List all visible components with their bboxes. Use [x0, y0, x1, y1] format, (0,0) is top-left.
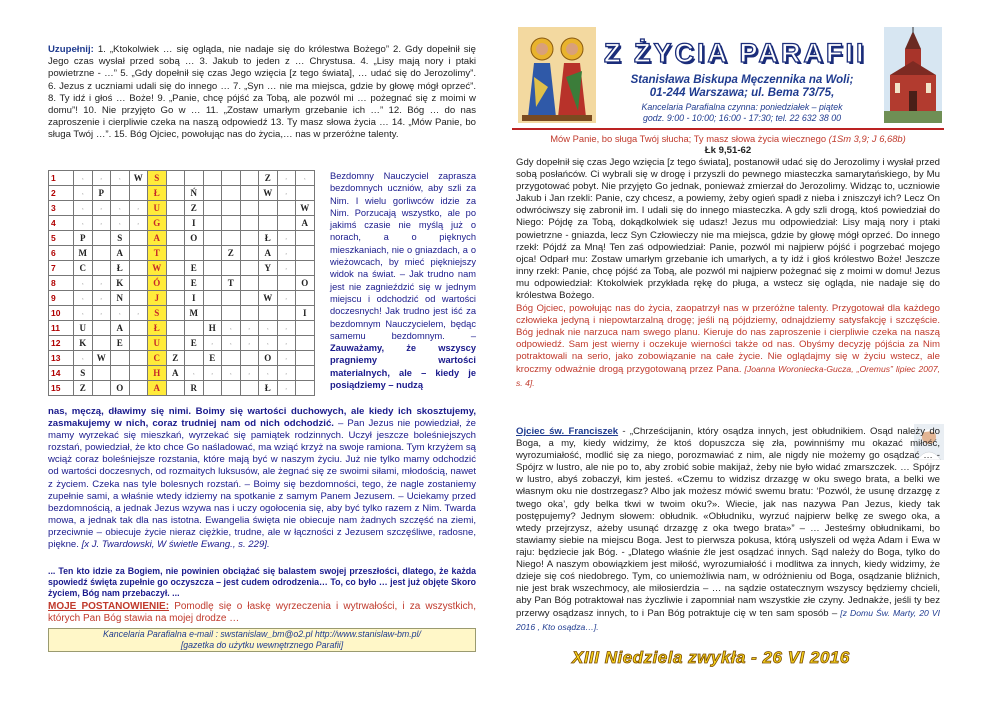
- francis-label: Ojciec św. Franciszek: [516, 426, 619, 437]
- crossword-key-cell: U: [148, 201, 167, 216]
- crossword-cell: ₓ: [259, 321, 278, 336]
- crossword-cell: [222, 381, 241, 396]
- crossword-key-cell: Ó: [148, 276, 167, 291]
- crossword-cell: [296, 186, 315, 201]
- crossword-cell: [203, 381, 222, 396]
- crossword-cell: [240, 351, 259, 366]
- crossword-cell: W: [259, 291, 278, 306]
- meditation-text: [48, 406, 476, 551]
- crossword-cell: ₓ: [277, 321, 296, 336]
- francis-text: - „Chrześcijanin, który osądza innych, jest obłudnikiem. Osąd należy do Boga, a my, kiedy widzimy, że ktoś dopuszcza się zła, powinniśmy mu okazać miłość, wyrozumiałość, modlić się za niego, porozmawiać z nim, ale nigdy nie możemy go osądzać … - Spójrz w lustro, ale nie po to, aby zrobić sobie makijaż, żeby nie było widać zmarszczek. … Spójrz w lustro, abyś zobaczył, kim jesteś. «Czemu to widzisz drzazgę w oku swego brata, a belki we własnym oku nie dostrzegasz? Albo jak możesz mówić swemu bratu: ‘Pozwól, że usunę drzazgę z twego oka’, gdy belka tkwi w twoim oku?». Wiecie, jak nas nazywa Pan Jezus, kiedy tak postępujemy? Jednym słowem: obłudnik. «Obłudniku, wyrzuć najpierw belkę ze swego oka, a wtedy przejrzysz, ażeby usunąć drzazgę z oka twego brata»” – … Jesteśmy obłudnikami, bo stawiamy siebie na miejscu Boga. Jest to pierwsza pokusa, którą usłyszeli od węża Adam i Ewa w raju: będziecie jak Bóg. - „Dlatego właśnie źle jest osądzać innych. Sąd należy do Boga, tylko do Niego! A naszym obowiązkiem jest miłość, wyrozumiałość i modlitwa za innych, kiedy widzimy, że dzieje się coś niedobrego. Tym, co uniemożliwia nam, w odróżnieniu od Boga, osądzanie bliźnich, nie jest brak wszechmocy, ale miłosierdzia – … na sądzie ostatecznym wszyscy będziemy chcieli, aby Pan Bóg potraktował nas życzliwie i zapomniał nam wszystkie złe czyny. Jednakże, jeśli ty bez przerwy osądzasz innych, to i Pan Bóg potraktuje cię w ten sam sposób –: [516, 426, 940, 620]
- crossword-cell: [203, 186, 222, 201]
- crossword-cell: [259, 201, 278, 216]
- crossword-cell: T: [222, 276, 241, 291]
- crossword-cell: ₓ: [92, 216, 111, 231]
- crossword-cell: A: [296, 216, 315, 231]
- crossword-cell: ₓ: [296, 171, 315, 186]
- crossword-cell: ₓ: [277, 336, 296, 351]
- saints-peter-paul-image: [518, 27, 596, 123]
- crossword-cell: [259, 306, 278, 321]
- crossword-cell: [92, 321, 111, 336]
- crossword-row-number: 6: [49, 246, 74, 261]
- crossword-row-number: 7: [49, 261, 74, 276]
- crossword-key-cell: A: [148, 231, 167, 246]
- gospel-motto: [516, 133, 940, 145]
- side-bold-text: Zauważamy, że wszyscy pragniemy wartości materialnych, ale – kiedy je posiądziemy – nudzą: [330, 343, 476, 391]
- crossword-cell: R: [185, 381, 204, 396]
- crossword-cell: K: [74, 336, 93, 351]
- resolution: [48, 601, 476, 626]
- crossword-cell: [240, 201, 259, 216]
- crossword-cell: [166, 381, 185, 396]
- crossword-cell: [296, 231, 315, 246]
- crossword-cell: ₓ: [92, 171, 111, 186]
- confession-quote-text: ... Ten kto idzie za Bogiem, nie powinien obciążać się balastem swojej przeszłości, dlatego, że każda spowiedź święta zupełnie go oczyszcza – jest cudem odrodzenia… To, co było … jest już objęte Skoro życiem, Bóg nam przebaczył. ...: [48, 566, 476, 599]
- crossword-cell: W: [92, 351, 111, 366]
- crossword-cell: [129, 336, 148, 351]
- crossword-cell: I: [185, 291, 204, 306]
- side-plain-text: Bezdomny Nauczyciel zaprasza bezdomnych uczniów, aby szli za Nim. I wielu gorliwców idzie za Nim. Porzucają wszystko, ale po jakimś czasie nie myślą już o norach, a o pięknych mieszkaniach, nie o gniazdach, a o wieżowcach, by mieć piękniejszy widok na świat. – Jak trudno nam jest nie zagnieździć się w jednym miejscu i odchodzić od wartości doczesnych! Jak trudno jest iść za bezdomnym Nauczycielem, będąc samemu bezdomnym. –: [330, 171, 476, 341]
- crossword-cell: [259, 276, 278, 291]
- resolution-label: MOJE POSTANOWIENIE:: [48, 601, 170, 612]
- crossword-row: [49, 231, 315, 246]
- footer-contact[interactable]: Kancelaria Parafialna e-mail : swstanislaw_bm@o2.pl http://www.stanislaw-bm.pl/: [103, 629, 421, 639]
- crossword-cell: ₓ: [203, 336, 222, 351]
- reflection-text: Bóg Ojciec, powołując nas do życia, zaopatrzył nas w przeróżne talenty. Przygotował dla każdego człowieka jedyną i niepowtarzalną drogę; jeśli ną pójdziemy, odnajdziemy satysfakcję i szczęście. Bóg jednak nie narzuca nam swego planu. Kieruje do nas zaproszenie i cierpliwie czeka na naszą odpowiedź. Sam jest wierny i oczekuje wierności także od nas. Obyśmy decyzję pójścia za Nim potraktowali na serio, jako zobowiązanie na całe życie. Nie oglądajmy się w życiu wstecz, ale kroczmy odważnie drogą przygotowaną przez Pana.: [516, 303, 940, 376]
- gospel-reference: Łk 9,51-62: [704, 145, 752, 156]
- crossword-cell: [296, 351, 315, 366]
- crossword-cell: ₓ: [111, 306, 130, 321]
- crossword-row-number: 1: [49, 171, 74, 186]
- crossword-cell: ₓ: [259, 366, 278, 381]
- crossword-cell: ₓ: [74, 216, 93, 231]
- crossword-row-number: 8: [49, 276, 74, 291]
- crossword-cell: ₓ: [74, 276, 93, 291]
- crossword-row-number: 5: [49, 231, 74, 246]
- office-hours: godz. 9:00 - 10:00; 16:00 - 17:30; tel. 22 632 38 00: [642, 113, 842, 123]
- crossword-cell: [92, 336, 111, 351]
- crossword-cell: ₓ: [185, 366, 204, 381]
- crossword-cell: [203, 306, 222, 321]
- crossword-cell: [166, 336, 185, 351]
- reflection: [516, 303, 940, 390]
- crossword-cell: I: [296, 306, 315, 321]
- crossword-cell: [185, 321, 204, 336]
- sunday-banner: XIII Niedziela zwykła - 26 VI 2016: [572, 648, 850, 667]
- crossword-row: [49, 246, 315, 261]
- reflection-citation: [Joanna Woroniecka-Gucza, „Oremus” lipiec 2007, s. 4].: [516, 364, 941, 388]
- crossword-cell: Z: [222, 246, 241, 261]
- crossword-cell: [166, 216, 185, 231]
- crossword-row: [49, 336, 315, 351]
- office-note: Kancelaria Parafialna czynna: poniedziałek – piątek: [641, 102, 843, 112]
- resolution-text: Pomodlę się o łaskę wyrzeczenia i wytrwałości, i za wszystkich, których Pan Bóg stawia na mojej drodze …: [48, 601, 476, 625]
- crossword-cell: S: [111, 231, 130, 246]
- crossword-cell: [111, 186, 130, 201]
- crossword-cell: E: [185, 276, 204, 291]
- crossword-cell: ₓ: [277, 171, 296, 186]
- crossword-cell: [203, 261, 222, 276]
- crossword-cell: [185, 246, 204, 261]
- crossword-cell: [203, 246, 222, 261]
- parish-name: Stanisława Biskupa Męczennika na Woli;: [630, 74, 854, 86]
- crossword-cell: [240, 276, 259, 291]
- crossword-cell: [166, 246, 185, 261]
- crossword-cell: ₓ: [277, 366, 296, 381]
- crossword-row-number: 10: [49, 306, 74, 321]
- crossword-cell: [240, 381, 259, 396]
- crossword-cell: [203, 276, 222, 291]
- crossword-cell: [166, 186, 185, 201]
- crossword-key-cell: T: [148, 246, 167, 261]
- crossword-cell: ₓ: [129, 201, 148, 216]
- crossword-cell: ₓ: [92, 276, 111, 291]
- confession-quote: [48, 566, 476, 600]
- crossword-row: [49, 216, 315, 231]
- crossword-cell: Ł: [259, 381, 278, 396]
- crossword-cell: Ń: [185, 186, 204, 201]
- crossword-cell: [296, 366, 315, 381]
- crossword-cell: [240, 216, 259, 231]
- crossword-cell: [166, 321, 185, 336]
- crossword-cell: ₓ: [74, 201, 93, 216]
- crossword-cell: ₓ: [222, 336, 241, 351]
- crossword-cell: [259, 216, 278, 231]
- crossword-cell: O: [111, 381, 130, 396]
- crossword-cell: S: [74, 366, 93, 381]
- crossword-cell: Ł: [259, 231, 278, 246]
- crossword-cell: [185, 351, 204, 366]
- crossword-cell: A: [111, 246, 130, 261]
- crossword-key-cell: G: [148, 216, 167, 231]
- crossword-cell: [203, 216, 222, 231]
- crossword-cell: E: [185, 261, 204, 276]
- crossword-cell: [166, 291, 185, 306]
- crossword-row-number: 15: [49, 381, 74, 396]
- crossword-cell: [166, 201, 185, 216]
- crossword-grid: [48, 170, 315, 396]
- crossword-cell: ₓ: [222, 321, 241, 336]
- crossword-cell: ₓ: [240, 336, 259, 351]
- crossword-cell: ₓ: [277, 186, 296, 201]
- crossword-cell: [92, 261, 111, 276]
- crossword-cell: [222, 291, 241, 306]
- crossword-cell: O: [185, 231, 204, 246]
- crossword-cell: [111, 351, 130, 366]
- crossword-cell: ₓ: [222, 366, 241, 381]
- crossword-cell: [203, 231, 222, 246]
- crossword-cell: [185, 171, 204, 186]
- crossword-cell: [222, 231, 241, 246]
- crossword-cell: [222, 186, 241, 201]
- footer-note: [gazetka do użytku wewnętrznego Parafii]: [180, 640, 344, 650]
- page-title: Z ŻYCIA PARAFII: [604, 38, 867, 68]
- crossword-cell: ₓ: [277, 261, 296, 276]
- meditation-bold: nas, męczą, dławimy się nimi. Boimy się wartości duchowych, ale kiedy ich skosztujemy, zasmakujemy w nich, coraz trudniej nam od nich odchodzić.: [48, 406, 476, 430]
- crossword-cell: ₓ: [277, 381, 296, 396]
- crossword-cell: Z: [74, 381, 93, 396]
- crossword-cell: ₓ: [111, 201, 130, 216]
- crossword-cell: [296, 321, 315, 336]
- crossword-cell: [240, 306, 259, 321]
- crossword-cell: ₓ: [277, 291, 296, 306]
- crossword-cell: ₓ: [74, 351, 93, 366]
- crossword-cell: [166, 276, 185, 291]
- crossword-cell: [296, 246, 315, 261]
- crossword-cell: O: [296, 276, 315, 291]
- crossword-row: [49, 276, 315, 291]
- parish-address: 01-244 Warszawa; ul. Bema 73/75,: [649, 87, 835, 99]
- crossword-row: [49, 291, 315, 306]
- crossword-cell: [166, 306, 185, 321]
- crossword-cell: ₓ: [129, 306, 148, 321]
- crossword-key-cell: Ł: [148, 321, 167, 336]
- crossword-cell: [129, 291, 148, 306]
- crossword-cell: E: [185, 336, 204, 351]
- crossword-cell: [129, 261, 148, 276]
- crossword-key-cell: A: [148, 381, 167, 396]
- crossword-row: [49, 171, 315, 186]
- crossword-cell: [240, 231, 259, 246]
- crossword-row-number: 3: [49, 201, 74, 216]
- meditation-body: – Pan Jezus nie powiedział, że mamy wyrzekać się mieszkań, wyrzekać się pamiątek rodzinnych. Uczył jeszcze boleśniejszych rozstań, powiedział, że kto chce Go naśladować, ma wziąć krzyż na swoje ramiona. Tym krzyżem są wciąż coraz boleśniejsze rozstania, które mają być w naszym życiu. Już nie tylko mamy odchodzić od wartości doczesnych, od rozmaitych luksusów, ale żegnać się ze swoimi siłami, młodością, nawet z życiem. Czeka nas tyle bolesnych rozstań. – Boimy się bezdomności, tego, że nagle zostaniemy zupełnie sami, a właśnie wtedy idziemy na spotkanie z samym Panem Jezusem. – Uciekamy przed bezdomnością, a jednak Jezus wzywa nas i uczy ogołocenia się, aby być tylko razem z Nim. Twarda mowa, a jednak tak dla nas istotna. Ewangelia święta nie obiecuje nam żadnych szczęść na ziemi, przeciwnie – obiecuje życie nieraz ciężkie, trudne, ale w łączności z Jezusem szczęśliwe, radosne, piękne.: [48, 418, 476, 551]
- crossword-cell: ₓ: [203, 366, 222, 381]
- crossword-cell: [129, 231, 148, 246]
- crossword-cell: [240, 291, 259, 306]
- crossword-cell: A: [166, 366, 185, 381]
- crossword-cell: P: [92, 186, 111, 201]
- crossword-cell: W: [129, 171, 148, 186]
- crossword-cell: N: [111, 291, 130, 306]
- crossword-cell: [129, 321, 148, 336]
- crossword-cell: [296, 336, 315, 351]
- crossword-cell: ₓ: [74, 306, 93, 321]
- crossword-cell: [240, 186, 259, 201]
- crossword-cell: M: [74, 246, 93, 261]
- crossword-cell: W: [296, 201, 315, 216]
- motto-reference: (1Sm 3,9; J 6,68b): [826, 133, 906, 144]
- crossword-cell: [129, 351, 148, 366]
- motto-text: Mów Panie, bo sługa Twój słucha; Ty masz słowa życia wiecznego: [550, 133, 827, 144]
- crossword-cell: [203, 171, 222, 186]
- crossword-cell: [92, 246, 111, 261]
- crossword-cell: [203, 291, 222, 306]
- crossword-cell: [296, 261, 315, 276]
- crossword-cell: [166, 231, 185, 246]
- crossword-cell: [222, 261, 241, 276]
- fill-in-text: 1. „Ktokolwiek … się ogląda, nie nadaje się do królestwa Bożego” 2. Gdy dopełnił się Jego czas wysłał przed sobą … 3. Jakub to jeden z … Chrystusa. 4. „Lisy mają nory i ptaki powietrzne - …” 5. „Gdy dopełnił się czas Jego wzięcia [z tego świata], … udać się do Jerozolimy”. 6. Jezus z uczniami udali się do innego … 7. „Syn … nie ma miejsca, gdzie by głowę mógł oprzeć”. 8. Ty idź i głoś … Boże! 9. „Panie, chcę pójść za Tobą, ale pozwól mi … pożegnać się z moimi w domu”! 10. Nie przyjęto Go w … 11. „Zostaw umarłym grzebanie ich …” 12. Bóg … do nas zaproszenie i cierpliwie czeka na naszą odpowiedź 13. Ty masz słowa życia … 14. „Mów Panie, bo sługa Twój …”. 15. Bóg Ojciec, powołując nas do życia,… nas w przeróżne talenty.: [48, 44, 476, 141]
- crossword-key-cell: J: [148, 291, 167, 306]
- crossword-row-number: 14: [49, 366, 74, 381]
- header-divider: [512, 128, 944, 130]
- crossword-cell: [222, 306, 241, 321]
- crossword-cell: ₓ: [111, 171, 130, 186]
- crossword-cell: [296, 381, 315, 396]
- crossword-cell: [277, 216, 296, 231]
- fill-in-instructions: [48, 44, 476, 142]
- crossword-cell: M: [185, 306, 204, 321]
- crossword-cell: [129, 366, 148, 381]
- crossword-cell: [222, 216, 241, 231]
- crossword-row: [49, 201, 315, 216]
- crossword-cell: ₓ: [129, 216, 148, 231]
- crossword-cell: [129, 276, 148, 291]
- crossword-cell: ₓ: [74, 171, 93, 186]
- crossword-cell: A: [259, 246, 278, 261]
- crossword-row: [49, 261, 315, 276]
- crossword-key-cell: S: [148, 306, 167, 321]
- crossword-cell: [240, 246, 259, 261]
- crossword-cell: ₓ: [111, 216, 130, 231]
- crossword-row: [49, 186, 315, 201]
- crossword-row: [49, 306, 315, 321]
- crossword-key-cell: U: [148, 336, 167, 351]
- crossword-cell: [129, 381, 148, 396]
- fill-in-label: Uzupełnij:: [48, 44, 94, 55]
- parish-office-footer: [48, 628, 476, 652]
- crossword-row-number: 13: [49, 351, 74, 366]
- crossword-cell: A: [111, 321, 130, 336]
- crossword-cell: [240, 261, 259, 276]
- crossword-key-cell: W: [148, 261, 167, 276]
- crossword-cell: O: [259, 351, 278, 366]
- crossword-cell: [277, 306, 296, 321]
- crossword-row: [49, 366, 315, 381]
- crossword-cell: P: [74, 231, 93, 246]
- crossword-row: [49, 321, 315, 336]
- crossword-cell: H: [203, 321, 222, 336]
- crossword-cell: ₓ: [92, 201, 111, 216]
- crossword-row-number: 2: [49, 186, 74, 201]
- crossword-cell: ₓ: [277, 246, 296, 261]
- crossword-cell: ₓ: [92, 306, 111, 321]
- crossword-cell: Z: [166, 351, 185, 366]
- crossword-cell: K: [111, 276, 130, 291]
- crossword-key-cell: Ł: [148, 186, 167, 201]
- crossword-row-number: 4: [49, 216, 74, 231]
- crossword-cell: [222, 201, 241, 216]
- crossword-row: [49, 351, 315, 366]
- crossword-cell: Z: [185, 201, 204, 216]
- crossword-cell: W: [259, 186, 278, 201]
- crossword-cell: ₓ: [277, 351, 296, 366]
- crossword-cell: Y: [259, 261, 278, 276]
- crossword-cell: I: [185, 216, 204, 231]
- crossword-row-number: 9: [49, 291, 74, 306]
- crossword-cell: E: [203, 351, 222, 366]
- crossword-cell: [92, 366, 111, 381]
- crossword-cell: [92, 231, 111, 246]
- crossword-cell: E: [111, 336, 130, 351]
- crossword-key-cell: C: [148, 351, 167, 366]
- crossword-side-text: [330, 170, 476, 391]
- crossword-key-cell: S: [148, 171, 167, 186]
- church-building-image: [884, 27, 942, 123]
- crossword-cell: ₓ: [277, 231, 296, 246]
- crossword-cell: [92, 381, 111, 396]
- crossword-cell: ₓ: [74, 186, 93, 201]
- crossword-cell: ₓ: [240, 366, 259, 381]
- crossword-cell: ₓ: [74, 291, 93, 306]
- crossword-cell: ₓ: [240, 321, 259, 336]
- crossword-cell: Ł: [111, 261, 130, 276]
- crossword-cell: [203, 201, 222, 216]
- francis-citation: [z Domu Św. Marty, 20 VI 2016 , Kto osądza…].: [516, 608, 940, 632]
- gospel-text: Gdy dopełnił się czas Jego wzięcia [z tego świata], postanowił udać się do Jerozolimy i wysłał przed sobą posłańców. Ci wybrali się w drogę i przyszli do pewnego miasteczka samarytańskiego, by Mu przygotować pobyt. Nie przyjęto Go jednak, ponieważ zmierzał do Jerozolimy. Widząc to, uczniowie Jakub i Jan rzekli: Panie, czy chcesz, a powiemy, żeby ogień spadł z nieba i zniszczył ich? Lecz On odwróciwszy się zabronił im. I udali się do innego miasteczka. A gdy szli drogą, ktoś powiedział do Niego: Pójdę za Tobą, dokądkolwiek się udasz! Jezus mu odpowiedział: Lisy mają nory i ptaki powietrzne - gniazda, lecz Syn Człowieczy nie ma miejsca, gdzie by głowę mógł oprzeć. Do innego rzekł: Pójdź za Mną! Ten zaś odpowiedział: Panie, pozwól mi najpierw pójść i pogrzebać mojego ojca! Odparł mu: Zostaw umarłym grzebanie ich umarłych, a ty idź i głoś królestwo Boże! Jeszcze inny rzekł: Panie, chcę pójść za Tobą, ale pozwól mi najpierw pożegnać się z moimi w domu! Jezus mu odpowiedział: Ktokolwiek przykłada rękę do pługa, a wstecz się ogląda, nie nadaje się do królestwa Bożego.: [516, 157, 940, 302]
- pope-francis-quote: [516, 426, 940, 634]
- crossword-row-number: 11: [49, 321, 74, 336]
- meditation-citation: [x J. Twardowski, W świetle Ewang., s. 229].: [78, 539, 270, 551]
- crossword-cell: U: [74, 321, 93, 336]
- crossword-cell: [222, 171, 241, 186]
- crossword-cell: ₓ: [92, 291, 111, 306]
- crossword-cell: C: [74, 261, 93, 276]
- crossword-key-cell: H: [148, 366, 167, 381]
- crossword-cell: [166, 171, 185, 186]
- crossword-cell: [296, 291, 315, 306]
- crossword-cell: Z: [259, 171, 278, 186]
- crossword-cell: [222, 351, 241, 366]
- crossword-cell: [129, 186, 148, 201]
- crossword-row-number: 12: [49, 336, 74, 351]
- crossword-cell: [166, 261, 185, 276]
- crossword-cell: [277, 276, 296, 291]
- crossword-row: [49, 381, 315, 396]
- crossword-cell: ₓ: [259, 336, 278, 351]
- crossword-cell: [277, 201, 296, 216]
- crossword-cell: [129, 246, 148, 261]
- crossword-cell: [240, 171, 259, 186]
- crossword-cell: [111, 366, 130, 381]
